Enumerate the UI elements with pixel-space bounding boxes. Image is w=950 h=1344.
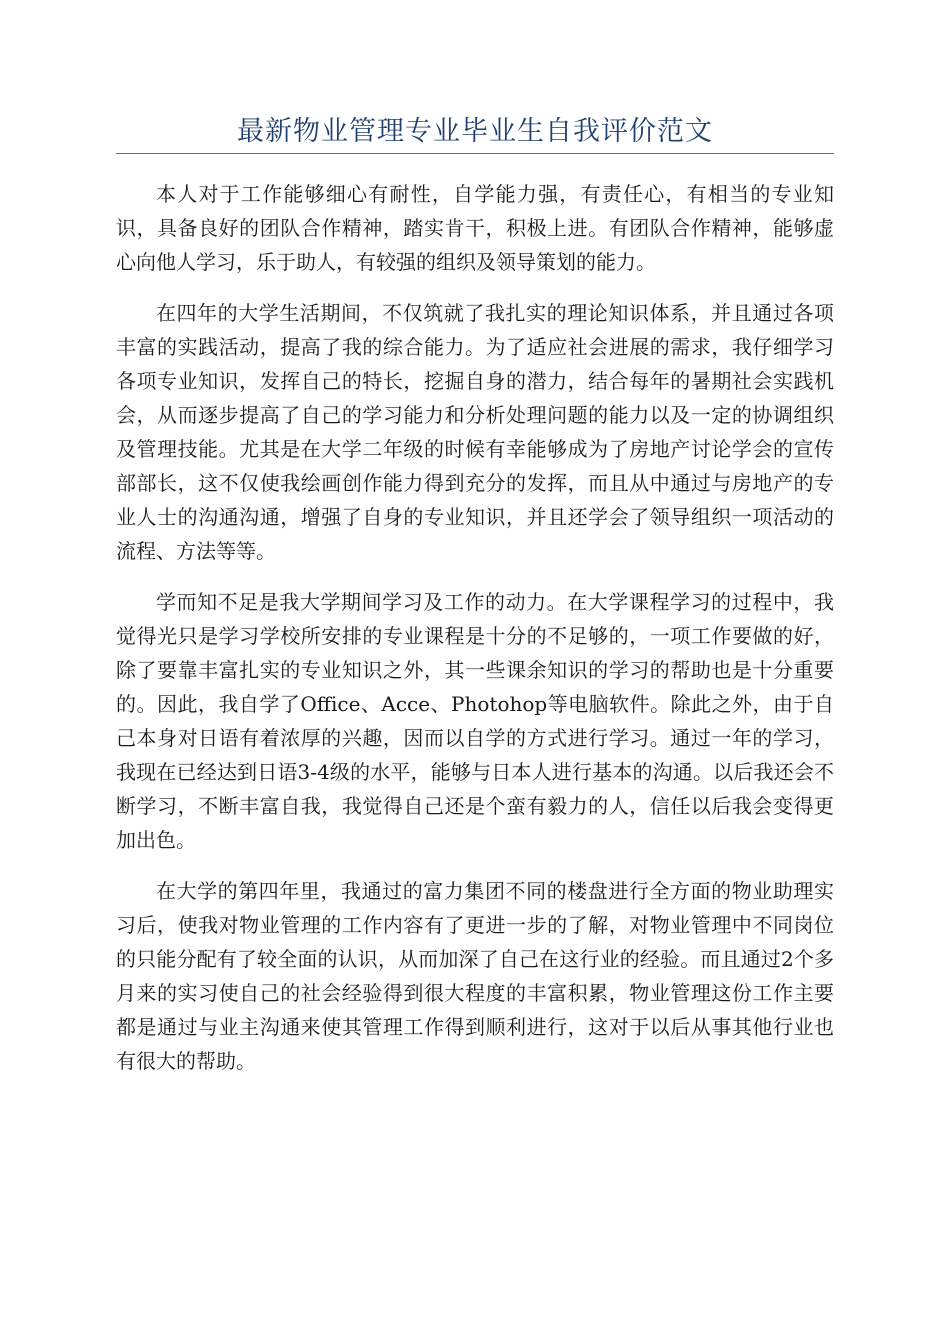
title-underline bbox=[116, 153, 834, 154]
paragraph-4: 在大学的第四年里，我通过的富力集团不同的楼盘进行全方面的物业助理实习后，使我对物业管理的工作内容有了更进一步的了解，对物业管理中不同岗位的只能分配有了较全面的认识，从而加深了自己在这行业的经验。而且通过2个多月来的实习使自己的社会经验得到很大程度的丰富积累，物业管理这份工作主要都是通过与业主沟通来使其管理工作得到顺利进行，这对于以后从事其他行业也有很大的帮助。 bbox=[116, 879, 834, 1073]
paragraph-3: 学而知不足是我大学期间学习及工作的动力。在大学课程学习的过程中，我觉得光只是学习学校所安排的专业课程是十分的不足够的，一项工作要做的好，除了要靠丰富扎实的专业知识之外，其一些课余知识的学习的帮助也是十分重要的。因此，我自学了Office、Acce、Photohop等电脑软件。除此之外，由于自己本身对日语有着浓厚的兴趣，因而以自学的方式进行学习。通过一年的学习，我现在已经达到日语3-4级的水平，能够与日本人进行基本的沟通。以后我还会不断学习，不断丰富自我，我觉得自己还是个蛮有毅力的人，信任以后我会变得更加出色。 bbox=[116, 590, 834, 852]
document-title: 最新物业管理专业毕业生自我评价范文 bbox=[237, 116, 713, 147]
paragraph-2: 在四年的大学生活期间，不仅筑就了我扎实的理论知识体系，并且通过各项丰富的实践活动，提高了我的综合能力。为了适应社会进展的需求，我仔细学习各项专业知识，发挥自己的特长，挖掘自身的潜力，结合每年的暑期社会实践机会，从而逐步提高了自己的学习能力和分析处理问题的能力以及一定的协调组织及管理技能。尤其是在大学二年级的时候有幸能够成为了房地产讨论学会的宣传部部长，这不仅使我绘画创作能力得到充分的发挥，而且从中通过与房地产的专业人士的沟通沟通，增强了自身的专业知识，并且还学会了领导组织一项活动的流程、方法等等。 bbox=[116, 301, 834, 563]
paragraph-1: 本人对于工作能够细心有耐性，自学能力强，有责任心，有相当的专业知识，具备良好的团队合作精神，踏实肯干，积极上进。有团队合作精神，能够虚心向他人学习，乐于助人，有较强的组织及领导策划的能力。 bbox=[116, 182, 834, 274]
document-body bbox=[116, 177, 834, 1095]
